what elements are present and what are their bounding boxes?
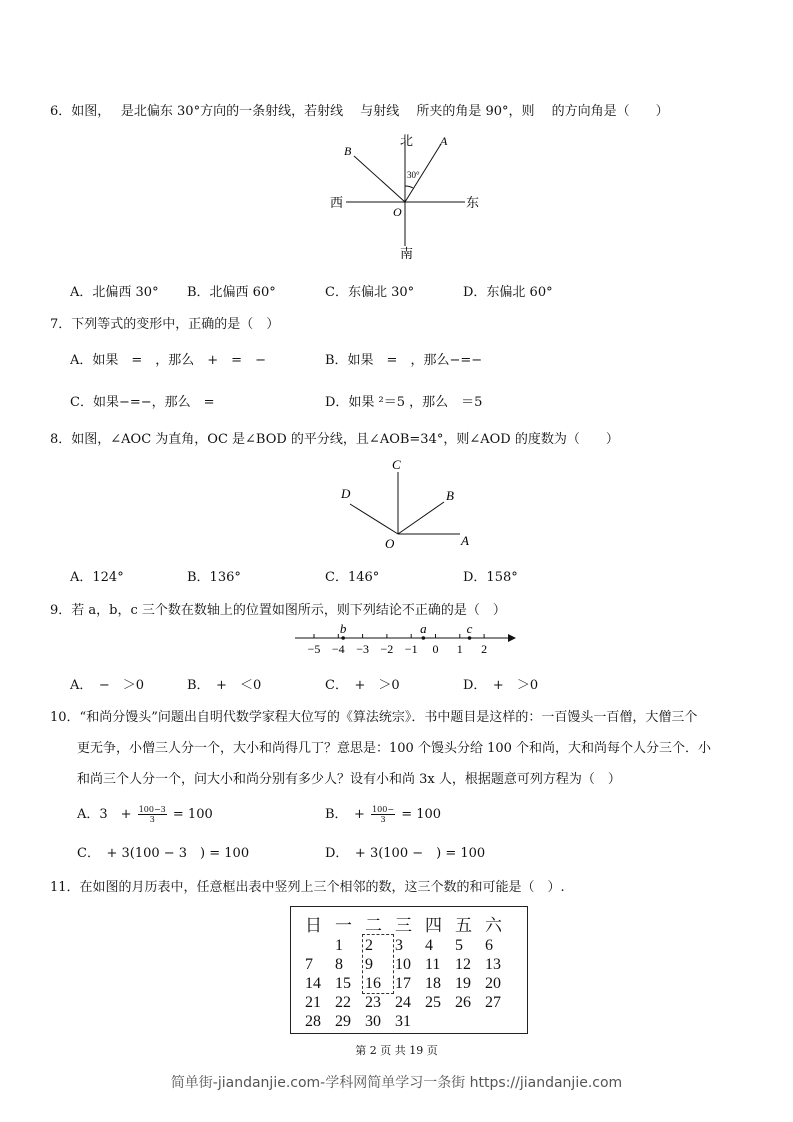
q9-option-c[interactable]: C． + ＞0 xyxy=(325,678,400,693)
calendar-day: 11 xyxy=(425,955,441,973)
calendar-day: 24 xyxy=(395,993,411,1011)
q7-option-c[interactable]: C．如果−=−，那么 = xyxy=(70,395,215,410)
fraction: $\frac{100-3}{3}$ xyxy=(138,805,166,824)
calendar-day: 9 xyxy=(365,955,373,973)
q7-option-b[interactable]: B．如果 = ，那么−=− xyxy=(325,353,483,368)
north-label: 北 xyxy=(400,133,414,148)
axis-point-label: a xyxy=(420,621,427,636)
point-b-label: B xyxy=(446,488,454,503)
calendar-day xyxy=(485,1012,515,1031)
axis-arrow xyxy=(508,634,516,642)
calendar-weekday: 六 xyxy=(485,916,502,935)
calendar-day: 14 xyxy=(305,974,321,992)
calendar-day: 21 xyxy=(305,993,321,1011)
q6-option-a[interactable]: A．北偏西 30° xyxy=(70,285,159,300)
site-footer: 简单街-jiandanjie.com-学科网简单学习一条街 https://jiandanjie.com xyxy=(170,1075,623,1091)
calendar-day: 19 xyxy=(455,974,471,992)
q8-option-c[interactable]: C．146° xyxy=(325,570,380,585)
calendar-day: 30 xyxy=(365,1012,381,1030)
point-d-label: D xyxy=(341,486,351,501)
q8-stem: 8．如图，∠AOC 为直角，OC 是∠BOD 的平分线，且∠AOB=34°，则∠AOD 的度数为（ ） xyxy=(50,432,619,447)
calendar-day: 4 xyxy=(425,936,433,954)
q6-option-c[interactable]: C．东偏北 30° xyxy=(325,285,415,300)
q10-stem-line-3: 和尚三个人分一个，问大小和尚分别有多少人？设有小和尚 3x 人，根据题意可列方程为（ ） xyxy=(77,772,621,787)
calendar-day: 28 xyxy=(305,1012,321,1030)
axis-tick-label: 0 xyxy=(432,642,439,656)
calendar-day: 10 xyxy=(395,955,411,973)
calendar-day: 2 xyxy=(365,936,373,954)
calendar-weekday: 四 xyxy=(425,916,442,935)
calendar-day: 27 xyxy=(485,993,501,1011)
calendar-weekday: 二 xyxy=(365,916,382,935)
calendar-day: 17 xyxy=(395,974,411,992)
page-number: 第 2 页 共 19 页 xyxy=(355,1044,438,1057)
q10-stem-line-1: 10．“和尚分馒头”问题出自明代数学家程大位写的《算法统宗》．书中题目是这样的：一百馒头一百僧，大僧三个 xyxy=(50,710,698,725)
axis-point xyxy=(422,636,426,640)
point-o-label: O xyxy=(393,205,402,219)
q7-stem: 7．下列等式的变形中，正确的是（ ） xyxy=(50,317,280,332)
calendar-day: 3 xyxy=(395,936,403,954)
east-label: 东 xyxy=(466,195,480,210)
calendar-day: 6 xyxy=(485,936,493,954)
axis-tick-label: 1 xyxy=(456,642,463,656)
point-a-label: A xyxy=(461,533,469,548)
q9-option-d[interactable]: D． + ＞0 xyxy=(463,678,539,693)
point-o-label: O xyxy=(385,536,395,551)
dashed-selection-box xyxy=(362,934,394,994)
calendar-day: 16 xyxy=(365,974,381,992)
q6-option-b[interactable]: B．北偏西 60° xyxy=(187,285,276,300)
point-b-label: B xyxy=(344,144,352,158)
q6-figure xyxy=(320,128,490,263)
calendar-week-row xyxy=(305,1012,515,1031)
calendar-week-row xyxy=(305,993,515,1012)
calendar-day: 23 xyxy=(365,993,381,1011)
q7-option-a[interactable]: A．如果 = ，那么 + = − xyxy=(70,353,266,368)
q6-stem: 6．如图， 是北偏东 30°方向的一条射线，若射线 与射线 所夹的角是 90°，则 的方向角是（ ） xyxy=(50,104,669,119)
calendar-day: 8 xyxy=(335,955,343,973)
q8-option-b[interactable]: B．136° xyxy=(187,570,241,585)
q10-stem-line-2: 更无争，小僧三人分一个，大小和尚得几丁？意思是：100 个馒头分给 100 个和尚，大和尚每个人分三个．小 xyxy=(77,741,712,756)
calendar-week-row xyxy=(305,936,515,955)
calendar-weekday: 一 xyxy=(335,916,352,935)
q8-option-a[interactable]: A．124° xyxy=(70,570,124,585)
calendar-day: 22 xyxy=(335,993,351,1011)
calendar-day: 12 xyxy=(455,955,471,973)
point-a-label: A xyxy=(440,134,448,148)
axis-tick-label: 2 xyxy=(481,642,488,656)
calendar-weekday: 日 xyxy=(305,916,322,935)
axis-point xyxy=(468,636,472,640)
axis-tick-label: −1 xyxy=(404,642,418,656)
calendar-header-row xyxy=(305,911,515,936)
point-c-label: C xyxy=(392,457,401,472)
axis-point xyxy=(341,636,345,640)
calendar-week-row xyxy=(305,974,515,993)
q9-stem: 9．若 a，b，c 三个数在数轴上的位置如图所示，则下列结论不正确的是（ ） xyxy=(50,603,506,618)
q11-stem: 11．在如图的月历表中，任意框出表中竖列上三个相邻的数，这三个数的和可能是（ ）. xyxy=(50,880,565,895)
calendar-day: 20 xyxy=(485,974,501,992)
calendar-week-row xyxy=(305,955,515,974)
calendar-weekday: 五 xyxy=(455,916,472,935)
calendar-day: 18 xyxy=(425,974,441,992)
calendar-day: 29 xyxy=(335,1012,351,1030)
calendar-day xyxy=(425,1012,455,1031)
q9-option-a[interactable]: A． − ＞0 xyxy=(70,678,145,693)
axis-tick-label: −4 xyxy=(331,642,345,656)
calendar-day: 25 xyxy=(425,993,441,1011)
q6-option-d[interactable]: D．东偏北 60° xyxy=(463,285,553,300)
axis-tick-label: −3 xyxy=(356,642,369,656)
q10-option-b[interactable]: B． + $\frac{100-}{3}$ = 100 xyxy=(325,805,442,824)
axis-point-label: b xyxy=(339,621,347,636)
q10-option-a[interactable]: A．3 + $\frac{100-3}{3}$ = 100 xyxy=(77,805,213,824)
q9-option-b[interactable]: B． + ＜0 xyxy=(187,678,262,693)
calendar-day: 13 xyxy=(485,955,501,973)
calendar-day: 7 xyxy=(305,955,313,973)
calendar-day: 15 xyxy=(335,974,351,992)
fraction: $\frac{100-}{3}$ xyxy=(372,805,395,824)
calendar-table xyxy=(290,906,528,1034)
axis-tick-label: −2 xyxy=(380,642,394,656)
angle-label: 30° xyxy=(407,170,420,180)
q10-option-c[interactable]: C． + 3(100 − 3 ) = 100 xyxy=(77,846,250,861)
calendar-day xyxy=(455,1012,485,1031)
q10-option-d[interactable]: D． + 3(100 − ) = 100 xyxy=(325,846,486,861)
south-label: 南 xyxy=(400,246,414,261)
q9-number-line xyxy=(290,620,520,660)
calendar-day: 26 xyxy=(455,993,471,1011)
calendar-day: 31 xyxy=(395,1012,411,1030)
calendar-day: 1 xyxy=(335,936,343,954)
q7-option-d[interactable]: D．如果 ²＝5 ，那么 ＝5 xyxy=(325,395,483,410)
axis-point-label: c xyxy=(466,621,473,636)
axis-tick-label: −5 xyxy=(307,642,321,656)
calendar-weekday: 三 xyxy=(395,916,412,935)
west-label: 西 xyxy=(330,195,344,210)
q8-option-d[interactable]: D．158° xyxy=(463,570,518,585)
calendar-day xyxy=(305,936,335,955)
q8-figure xyxy=(330,452,480,552)
calendar-day: 5 xyxy=(455,936,463,954)
